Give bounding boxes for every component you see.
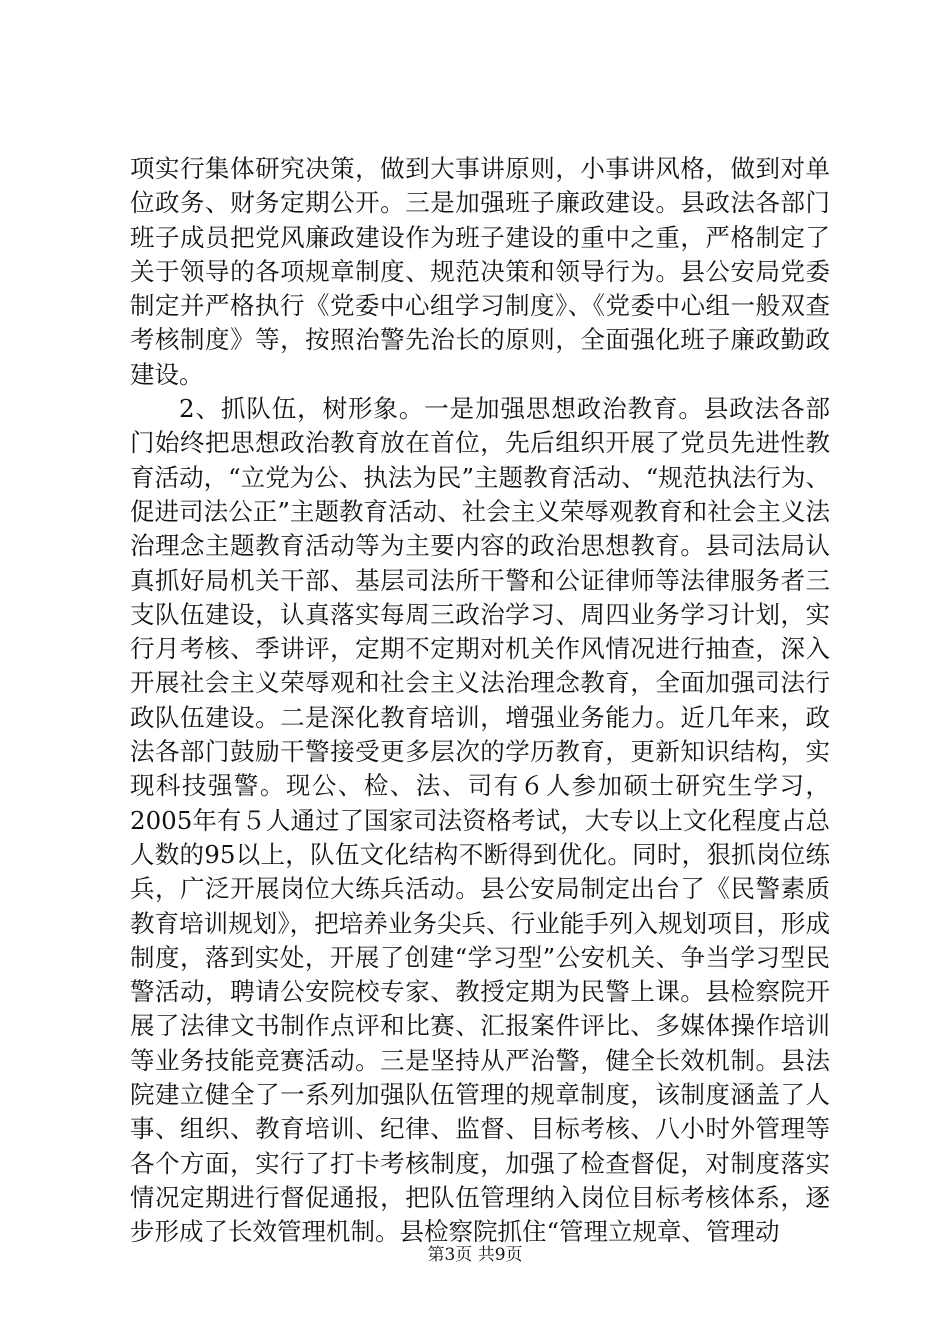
paragraph-1: 项实行集体研究决策，做到大事讲原则，小事讲风格，做到对单位政务、财务定期公开。三是加强班子廉政建设。县政法各部门班子成员把党风廉政建设作为班子建设的重中之重，严格制定了关于领导的各项规章制度、规范决策和领导行为。县公安局党委制定并严格执行《党委中心组学习制度》、《党委中心组一般双查考核制度》等，按照治警先治长的原则，全面强化班子廉政勤政建设。 (130, 154, 830, 389)
body-text (130, 152, 830, 1250)
page-footer: 第3页 共9页 (427, 1245, 523, 1265)
paragraph-2: 2、抓队伍，树形象。一是加强思想政治教育。县政法各部门始终把思想政治教育放在首位，先后组织开展了党员先进性教育活动，“立党为公、执法为民”主题教育活动、“规范执法行为、促进司法公正”主题教育活动、社会主义荣辱观教育和社会主义法治理念主题教育活动等为主要内容的政治思想教育。县司法局认真抓好局机关干部、基层司法所干警和公证律师等法律服务者三支队伍建设，认真落实每周三政治学习、周四业务学习计划，实行月考核、季讲评，定期不定期对机关作风情况进行抽查，深入开展社会主义荣辱观和社会主义法治理念教育，全面加强司法行政队伍建设。二是深化教育培训，增强业务能力。近几年来，政法各部门鼓励干警接受更多层次的学历教育，更新知识结构，实现科技强警。现公、检、法、司有６人参加硕士研究生学习，2005年有５人通过了国家司法资格考试，大专以上文化程度占总人数的95以上，队伍文化结构不断得到优化。同时，狠抓岗位练兵，广泛开展岗位大练兵活动。县公安局制定出台了《民警素质教育培训规划》，把培养业务尖兵、行业能手列入规划项目，形成制度，落到实处，开展了创建“学习型”公安机关、争当学习型民警活动，聘请公安院校专家、教授定期为民警上课。县检察院开展了法律文书制作点评和比赛、汇报案件评比、多媒体操作培训等业务技能竞赛活动。三是坚持从严治警，健全长效机制。县法院建立健全了一系列加强队伍管理的规章制度，该制度涵盖了人事、组织、教育培训、纪律、监督、目标考核、八小时外管理等各个方面，实行了打卡考核制度，加强了检查督促，对制度落实情况定期进行督促通报，把队伍管理纳入岗位目标考核体系，逐步形成了长效管理机制。县检察院抓住“管理立规章、管理动 (130, 394, 830, 1247)
